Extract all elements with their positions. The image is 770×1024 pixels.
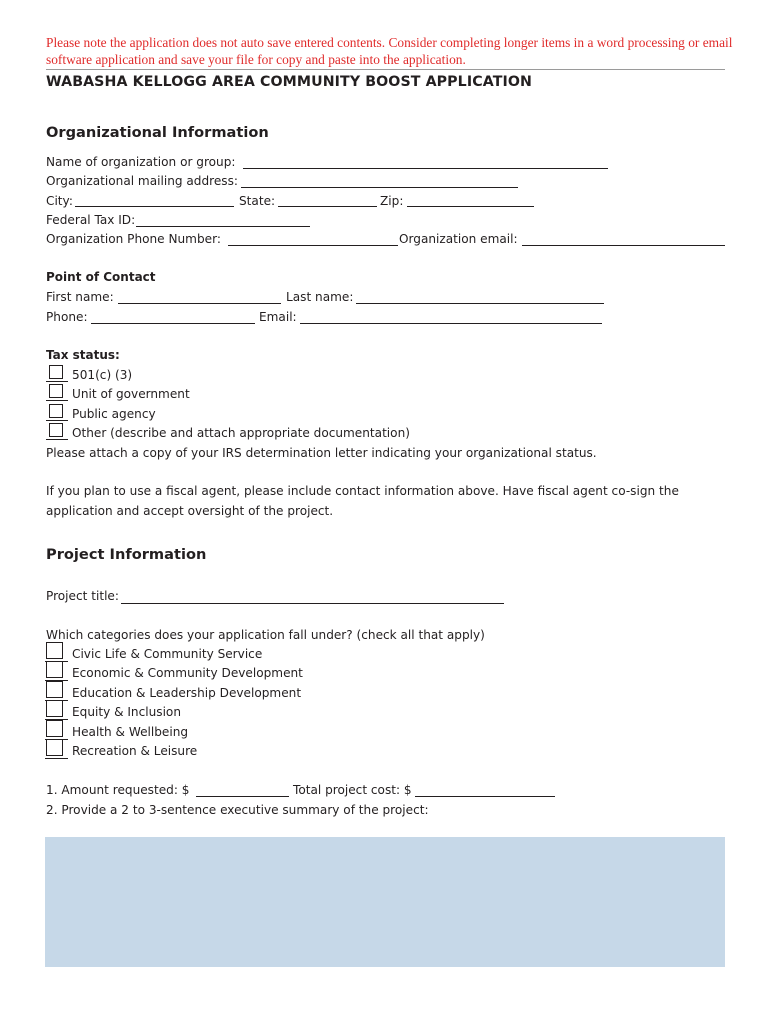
org-phone-label: Organization Phone Number: bbox=[46, 232, 221, 246]
state-field[interactable] bbox=[278, 206, 377, 207]
category-label: Recreation & Leisure bbox=[72, 744, 198, 758]
first-name-label: First name: bbox=[46, 290, 114, 304]
category-label: Education & Leadership Development bbox=[72, 686, 302, 700]
summary-prompt: 2. Provide a 2 to 3-sentence executive summary of the project: bbox=[46, 803, 429, 817]
last-name-field[interactable] bbox=[356, 303, 604, 304]
checkbox-health-wellbeing[interactable] bbox=[46, 720, 63, 737]
irs-letter-note: Please attach a copy of your IRS determination letter indicating your organizational status. bbox=[46, 446, 597, 460]
tax-id-label: Federal Tax ID: bbox=[46, 213, 136, 227]
project-title-label: Project title: bbox=[46, 589, 119, 603]
first-name-field[interactable] bbox=[118, 303, 281, 304]
tax-option-underline bbox=[46, 381, 68, 382]
contact-heading: Point of Contact bbox=[46, 270, 156, 284]
categories-prompt: Which categories does your application fall under? (check all that apply) bbox=[46, 628, 485, 642]
amount-requested-field[interactable] bbox=[196, 796, 289, 797]
fiscal-agent-note: If you plan to use a fiscal agent, please include contact information above. Have fiscal agent co-sign the application and accept oversight of the project. bbox=[46, 484, 679, 518]
checkbox-civic-life[interactable] bbox=[46, 642, 63, 659]
state-label: State: bbox=[239, 194, 276, 208]
org-address-label: Organizational mailing address: bbox=[46, 174, 238, 188]
page-title: WABASHA KELLOGG AREA COMMUNITY BOOST APPLICATION bbox=[46, 74, 532, 90]
tax-option-underline bbox=[46, 400, 68, 401]
org-name-label: Name of organization or group: bbox=[46, 155, 236, 169]
category-label: Equity & Inclusion bbox=[72, 705, 181, 719]
city-label: City: bbox=[46, 194, 73, 208]
checkbox-public-agency[interactable] bbox=[49, 404, 63, 418]
total-cost-field[interactable] bbox=[415, 796, 555, 797]
category-label: Health & Wellbeing bbox=[72, 725, 189, 739]
checkbox-unit-of-government[interactable] bbox=[49, 384, 63, 398]
org-name-field[interactable] bbox=[243, 168, 608, 169]
org-email-label: Organization email: bbox=[399, 232, 518, 246]
contact-email-field[interactable] bbox=[300, 323, 602, 324]
tax-option-label: Other (describe and attach appropriate documentation) bbox=[72, 426, 410, 440]
tax-option-underline bbox=[46, 420, 68, 421]
tax-status-heading: Tax status: bbox=[46, 348, 120, 362]
category-label: Civic Life & Community Service bbox=[72, 647, 263, 661]
last-name-label: Last name: bbox=[286, 290, 354, 304]
project-heading: Project Information bbox=[46, 546, 207, 563]
org-email-field[interactable] bbox=[522, 245, 725, 246]
tax-option-label: Unit of government bbox=[72, 387, 190, 401]
checkbox-education-leadership[interactable] bbox=[46, 681, 63, 698]
tax-option-label: 501(c) (3) bbox=[72, 368, 133, 382]
checkbox-equity-inclusion[interactable] bbox=[46, 700, 63, 717]
contact-email-label: Email: bbox=[259, 310, 297, 324]
city-field[interactable] bbox=[75, 206, 234, 207]
executive-summary-textarea[interactable] bbox=[45, 837, 725, 967]
checkbox-recreation-leisure[interactable] bbox=[46, 739, 63, 756]
header-divider bbox=[46, 69, 725, 70]
project-title-field[interactable] bbox=[121, 603, 504, 604]
zip-field[interactable] bbox=[407, 206, 534, 207]
org-phone-field[interactable] bbox=[228, 245, 398, 246]
checkbox-other[interactable] bbox=[49, 423, 63, 437]
autosave-notice: Please note the application does not auto save entered contents. Consider completing longer items in a word processing or email software application and save your file for copy and paste into the application. bbox=[46, 35, 733, 67]
category-label: Economic & Community Development bbox=[72, 666, 303, 680]
org-heading: Organizational Information bbox=[46, 124, 269, 141]
contact-phone-field[interactable] bbox=[91, 323, 255, 324]
zip-label: Zip: bbox=[380, 194, 404, 208]
org-address-field[interactable] bbox=[241, 187, 518, 188]
amount-requested-label: 1. Amount requested: $ bbox=[46, 783, 190, 797]
contact-phone-label: Phone: bbox=[46, 310, 88, 324]
checkbox-economic-development[interactable] bbox=[46, 661, 63, 678]
tax-id-field[interactable] bbox=[136, 226, 310, 227]
category-underline bbox=[45, 758, 68, 759]
tax-option-underline bbox=[46, 439, 68, 440]
tax-option-label: Public agency bbox=[72, 407, 156, 421]
total-cost-label: Total project cost: $ bbox=[293, 783, 412, 797]
checkbox-501c3[interactable] bbox=[49, 365, 63, 379]
